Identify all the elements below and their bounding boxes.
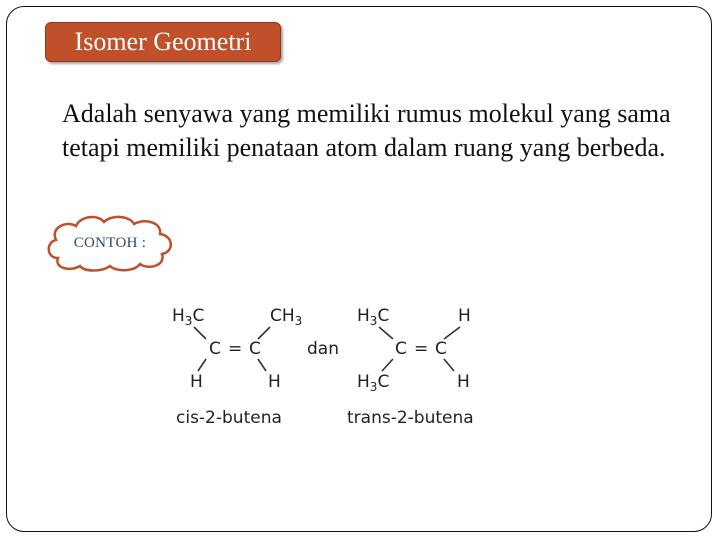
isomer-structures-diagram [160, 295, 510, 435]
connector-word: dan [307, 339, 339, 359]
cis-bond-bottom-left [198, 359, 206, 371]
cis-center-left-carbon: C [209, 339, 221, 359]
trans-bond-bottom-left [382, 359, 393, 371]
cis-caption: cis-2-butena [176, 408, 282, 428]
cis-top-left-group: $H_3C$ [172, 306, 205, 328]
cis-bottom-right-atom: H [268, 372, 281, 392]
definition-text [62, 97, 712, 165]
cis-bond-top-right [258, 327, 270, 339]
definition-line-1: Adalah senyawa yang memiliki rumus molekul yang sama [62, 99, 671, 128]
cis-double-bond: = [228, 339, 243, 359]
trans-bond-bottom-right [444, 359, 454, 371]
trans-double-bond: = [414, 339, 429, 359]
trans-top-left-group: $H_3C$ [357, 306, 390, 328]
example-label-text: CONTOH : [73, 234, 147, 251]
trans-bottom-left-group: $H_3C$ [357, 372, 390, 394]
definition-line-2: tetapi memiliki penataan atom dalam ruang yang berbeda. [62, 133, 666, 162]
cis-top-right-group: $CH_3$ [270, 306, 303, 328]
slide-title [45, 22, 281, 62]
cis-structure [172, 306, 302, 428]
trans-top-right-atom: H [458, 306, 471, 326]
cis-bond-top-left [194, 327, 206, 339]
trans-center-right-carbon: C [435, 339, 447, 359]
trans-bond-top-right [444, 327, 460, 339]
cis-bottom-left-atom: H [190, 372, 203, 392]
example-label [44, 212, 176, 274]
trans-bond-top-left [379, 327, 393, 339]
cis-bond-bottom-right [258, 359, 266, 371]
slide-title-text: Isomer Geometri [74, 27, 252, 56]
trans-bottom-right-atom: H [457, 372, 470, 392]
trans-center-left-carbon: C [395, 339, 407, 359]
cis-center-right-carbon: C [249, 339, 261, 359]
trans-structure [347, 306, 474, 428]
trans-caption: trans-2-butena [347, 408, 474, 428]
